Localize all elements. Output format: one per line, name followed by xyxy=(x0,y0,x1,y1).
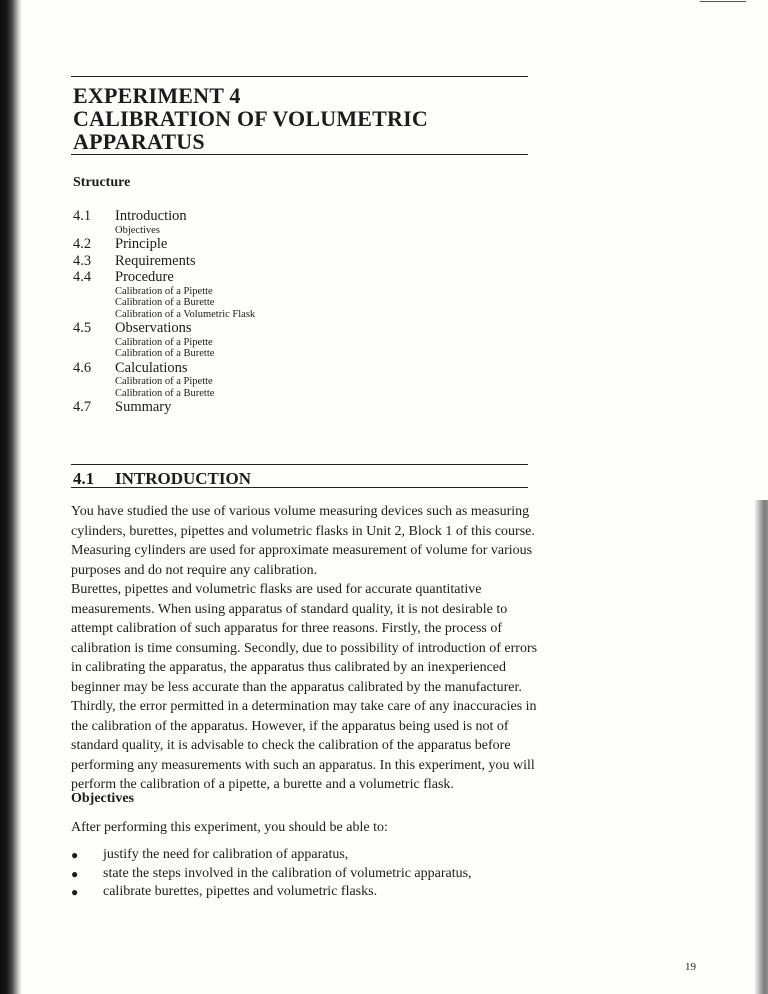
toc-entry xyxy=(73,236,255,253)
corner-mark xyxy=(700,1,746,2)
bullet-icon: ● xyxy=(71,848,79,862)
toc-label: Calculations xyxy=(115,359,188,376)
objectives-intro: After performing this experiment, you should be able to: xyxy=(71,820,388,835)
page-title xyxy=(73,84,428,153)
toc-number: 4.3 xyxy=(73,252,92,269)
toc-entry xyxy=(73,208,255,236)
section-number: 4.1 xyxy=(73,469,95,488)
toc-label: Requirements xyxy=(115,252,196,269)
toc-number: 4.4 xyxy=(73,269,92,285)
toc-entry xyxy=(73,399,255,416)
toc-entry xyxy=(73,320,255,360)
toc-subitem: Calibration of a Burette xyxy=(115,297,215,308)
toc-label: Observations xyxy=(115,320,192,336)
toc-label: Introduction xyxy=(115,208,187,224)
toc-number: 4.5 xyxy=(73,320,92,336)
section-heading xyxy=(73,469,251,489)
section-title: INTRODUCTION xyxy=(115,469,252,488)
toc-label: Summary xyxy=(115,399,172,415)
title-bottom-rule xyxy=(71,154,528,155)
title-top-rule xyxy=(71,76,528,77)
page-number: 19 xyxy=(685,961,696,973)
book-spine-shadow xyxy=(0,0,22,994)
title-line-1: EXPERIMENT 4 xyxy=(73,83,241,108)
intro-paragraph-1: You have studied the use of various volume measuring devices such as measuring cylinders, burettes, pipettes and volumetric flasks in Unit 2, Block 1 of this course. Measuring cylinders are used for approximate measurement of volume for various purposes and do not require any calibration. xyxy=(71,504,535,578)
toc-number: 4.1 xyxy=(73,208,92,224)
toc-subitem: Calibration of a Pipette xyxy=(115,336,213,348)
table-of-contents xyxy=(73,208,255,416)
toc-label: Procedure xyxy=(115,269,174,285)
toc-subitem: Calibration of a Burette xyxy=(115,348,215,359)
toc-number: 4.6 xyxy=(73,359,92,376)
list-item xyxy=(71,865,472,884)
title-line-2: CALIBRATION OF VOLUMETRIC xyxy=(73,106,428,131)
list-item xyxy=(71,883,472,902)
toc-subitem: Calibration of a Burette xyxy=(115,387,215,399)
toc-number: 4.2 xyxy=(73,236,92,252)
objective-text: state the steps involved in the calibration of volumetric apparatus, xyxy=(103,865,472,881)
intro-paragraph-2: Burettes, pipettes and volumetric flasks are used for accurate quantitative measurements. When using apparatus of standard quality, it is not desirable to attempt calibration of such apparatus for three reasons. Firstly, the process of calibration is time consuming. Secondly, due to possibility of introduction of errors in calibrating the apparatus, the apparatus thus calibrated by an inexperienced beginner may be less accurate than the apparatus calibrated by the manufacturer. Thirdly, the error permitted in a determination may take care of any inaccuracies in the calibration of the apparatus. However, if the apparatus being used is not of standard quality, it is advisable to check the calibration of the apparatus before performing any measurements with such an apparatus. In this experiment, you will perform the calibration of a pipette, a burette and a volumetric flask. xyxy=(71,582,538,792)
section-top-rule xyxy=(71,464,528,465)
objective-text: calibrate burettes, pipettes and volumetric flasks. xyxy=(103,884,378,899)
toc-label: Principle xyxy=(115,236,168,252)
toc-subitem: Calibration of a Pipette xyxy=(115,285,213,297)
toc-subitem: Calibration of a Pipette xyxy=(115,376,213,387)
toc-entry xyxy=(73,269,255,320)
toc-entry xyxy=(73,253,255,270)
objectives-list xyxy=(71,846,472,902)
toc-entry xyxy=(73,360,255,400)
structure-heading: Structure xyxy=(73,175,131,190)
toc-number: 4.7 xyxy=(73,399,92,415)
toc-subitem: Calibration of a Volumetric Flask xyxy=(115,308,256,320)
bullet-icon: ● xyxy=(71,885,79,899)
list-item xyxy=(71,846,472,865)
section-bottom-rule xyxy=(71,487,528,488)
toc-subitem: Objectives xyxy=(115,224,160,236)
title-line-3: APPARATUS xyxy=(73,129,205,154)
objectives-heading: Objectives xyxy=(71,791,134,806)
objective-text: justify the need for calibration of apparatus, xyxy=(103,847,349,862)
page-edge-shadow xyxy=(754,500,768,994)
bullet-icon: ● xyxy=(71,866,79,881)
